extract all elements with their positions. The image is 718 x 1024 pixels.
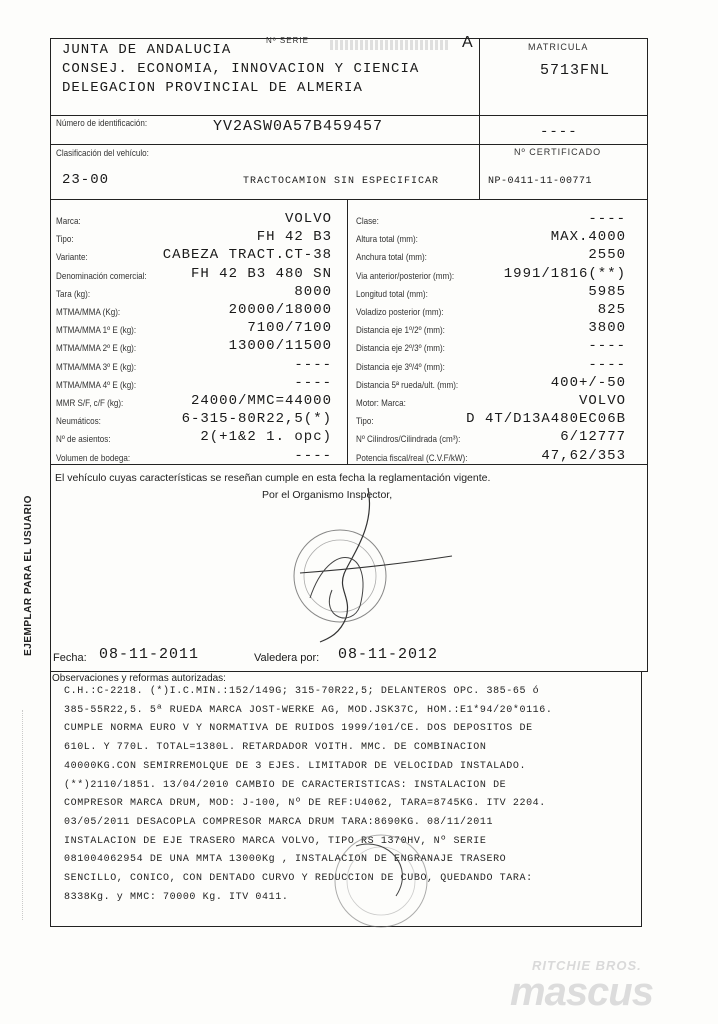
right-field-label: Anchura total (mm):: [356, 252, 427, 264]
classification-label: Clasificación del vehículo:: [56, 148, 149, 159]
right-field-value: VOLVO: [578, 393, 626, 409]
left-field-label: Tara (kg):: [56, 288, 91, 300]
right-field-label: Tipo:: [356, 416, 374, 428]
left-field-label: MTMA/MMA 1º E (kg):: [56, 325, 137, 337]
observation-line: INSTALACION DE EJE TRASERO MARCA VOLVO, TIPO RS 1370HV, Nº SERIE: [64, 835, 487, 847]
left-field-label: Denominación comercial:: [56, 270, 147, 282]
right-field-value: 3800: [588, 320, 626, 337]
fecha-label: Fecha:: [53, 652, 87, 664]
right-field-label: Voladizo posterior (mm):: [356, 307, 444, 318]
right-field-label: Distancia eje 2º/3º (mm):: [356, 343, 445, 355]
right-field-label: Clase:: [356, 216, 379, 227]
classification-description: TRACTOCAMION SIN ESPECIFICAR: [243, 176, 440, 187]
left-field-value: 20000/18000: [228, 302, 332, 318]
header-line-2: CONSEJ. ECONOMIA, INNOVACION Y CIENCIA: [62, 61, 420, 77]
watermark-logo: mascus: [510, 970, 653, 1014]
watermark-sub: RITCHIE BROS.: [532, 958, 642, 973]
side-faint-marks: [22, 710, 31, 920]
right-field-value: 1991/1816(**): [503, 265, 626, 282]
inspector-label: Por el Organismo Inspector,: [262, 489, 393, 501]
right-field-label: Altura total (mm):: [356, 234, 418, 246]
side-label: EJEMPLAR PARA EL USUARIO: [22, 495, 34, 656]
left-field-value: VOLVO: [284, 211, 332, 227]
left-field-value: 6-315-80R22,5(*): [181, 411, 332, 428]
left-field-label: Volumen de bodega:: [56, 452, 131, 464]
identification-value: YV2ASW0A57B459457: [213, 118, 384, 135]
observation-line: 40000KG.CON SEMIRREMOLQUE DE 3 EJES. LIMITADOR DE VELOCIDAD INSTALADO.: [64, 760, 527, 772]
matricula-label: MATRICULA: [528, 42, 589, 52]
right-field-label: Motor: Marca:: [356, 398, 406, 409]
right-field-value: 825: [597, 302, 626, 318]
header-line-1: JUNTA DE ANDALUCIA: [62, 42, 232, 58]
left-field-value: 13000/11500: [228, 338, 332, 355]
certification-statement: El vehículo cuyas características se reseñan cumple en esta fecha la reglamentación vigente.: [55, 472, 491, 484]
observation-line: 03/05/2011 DESACOPLA COMPRESOR MARCA DRUM TARA:8690KG. 08/11/2011: [64, 816, 494, 828]
left-field-label: MTMA/MMA 4º E (kg):: [56, 379, 137, 391]
observation-line: (**)2110/1851. 13/04/2010 CAMBIO DE CARACTERISTICAS: INSTALACION DE: [64, 779, 507, 791]
right-field-label: Potencia fiscal/real (C.V.F/kW):: [356, 452, 468, 464]
right-field-value: ----: [588, 211, 626, 227]
right-field-label: Via anterior/posterior (mm):: [356, 270, 455, 282]
right-field-value: 400+/-50: [550, 374, 626, 391]
right-field-value: 47,62/353: [541, 447, 626, 464]
left-field-label: MTMA/MMA (Kg):: [56, 307, 121, 318]
right-field-value: 2550: [588, 247, 626, 264]
classification-code: 23-00: [62, 172, 110, 188]
identification-label: Número de identificación:: [56, 118, 148, 129]
right-field-label: Nº Cilindros/Cilindrada (cm³):: [356, 434, 461, 446]
left-field-value: ----: [294, 374, 332, 391]
certificate-value: NP-0411-11-00771: [488, 176, 593, 187]
observation-line: 8338Kg. y MMC: 70000 Kg. ITV 0411.: [64, 891, 289, 903]
observation-line: COMPRESOR MARCA DRUM, MOD: J-100, Nº DE REF:U4062, TARA=8745KG. ITV 2204.: [64, 798, 546, 810]
left-field-label: MMR S/F, c/F (kg):: [56, 398, 124, 409]
valedera-value: 08-11-2012: [338, 646, 439, 663]
serie-stamp: [330, 40, 450, 50]
left-field-label: Marca:: [56, 216, 81, 227]
left-field-label: MTMA/MMA 2º E (kg):: [56, 343, 137, 355]
observation-line: SENCILLO, CONICO, CON DENTADO CURVO Y REDUCCION DE CUBO, QUEDANDO TARA:: [64, 873, 533, 884]
right-field-label: Distancia eje 3º/4º (mm):: [356, 361, 445, 373]
right-field-label: Distancia 5ª rueda/ult. (mm):: [356, 379, 459, 391]
serie-label: Nº SERIE: [266, 36, 309, 45]
observation-line: 385-55R22,5. 5ª RUEDA MARCA JOST-WERKE AG, MOD.JSK37C, HOM.:E1*94/20*0116.: [64, 704, 553, 716]
right-field-value: D 4T/D13A480EC06B: [466, 411, 626, 428]
left-field-label: Nº de asientos:: [56, 434, 111, 446]
fecha-value: 08-11-2011: [99, 646, 200, 663]
observation-line: 081004062954 DE UNA MMTA 13000Kg , INSTALACION DE ENGRANAJE TRASERO: [64, 854, 507, 866]
left-field-value: 8000: [294, 283, 332, 300]
right-field-value: 5985: [588, 283, 626, 300]
header-line-3: DELEGACION PROVINCIAL DE ALMERIA: [62, 80, 363, 96]
signature-stamp: [280, 478, 460, 658]
right-field-value: 6/12777: [560, 429, 626, 446]
left-field-value: 24000/MMC=44000: [190, 393, 332, 409]
valedera-label: Valedera por:: [254, 652, 320, 664]
right-field-value: ----: [588, 356, 626, 373]
left-field-label: MTMA/MMA 3º E (kg):: [56, 361, 137, 373]
serie-letter: A: [462, 34, 473, 51]
left-field-value: FH 42 B3 480 SN: [190, 265, 332, 282]
right-field-label: Longitud total (mm):: [356, 288, 428, 300]
left-field-value: ----: [294, 356, 332, 373]
left-field-value: FH 42 B3: [256, 229, 332, 246]
left-field-label: Tipo:: [56, 234, 74, 246]
right-field-value: MAX.4000: [550, 229, 626, 246]
observations-stamp: [326, 826, 436, 936]
left-field-value: ----: [294, 447, 332, 464]
left-field-value: 7100/7100: [247, 320, 332, 337]
certificate-label: Nº CERTIFICADO: [514, 147, 602, 157]
observation-line: CUMPLE NORMA EURO V Y NORMATIVA DE RUIDOS 1999/101/CE. DOS DEPOSITOS DE: [64, 723, 533, 735]
matricula-value: 5713FNL: [540, 62, 611, 79]
observations-label: Observaciones y reformas autorizadas:: [52, 673, 226, 684]
left-field-label: Variante:: [56, 252, 88, 264]
right-field-label: Distancia eje 1º/2º (mm):: [356, 325, 445, 337]
right-field-value: ----: [588, 338, 626, 355]
identification-right-value: ----: [540, 124, 578, 140]
left-field-label: Neumáticos:: [56, 416, 101, 428]
observation-line: C.H.:C-2218. (*)I.C.MIN.:152/149G; 315-70R22,5; DELANTEROS OPC. 385-65 ó: [64, 686, 540, 697]
left-field-value: CABEZA TRACT.CT-38: [162, 247, 332, 264]
observation-line: 610L. Y 770L. TOTAL=1380L. RETARDADOR VOITH. MMC. DE COMBINACION: [64, 742, 487, 754]
left-field-value: 2(+1&2 1. opc): [200, 429, 332, 446]
